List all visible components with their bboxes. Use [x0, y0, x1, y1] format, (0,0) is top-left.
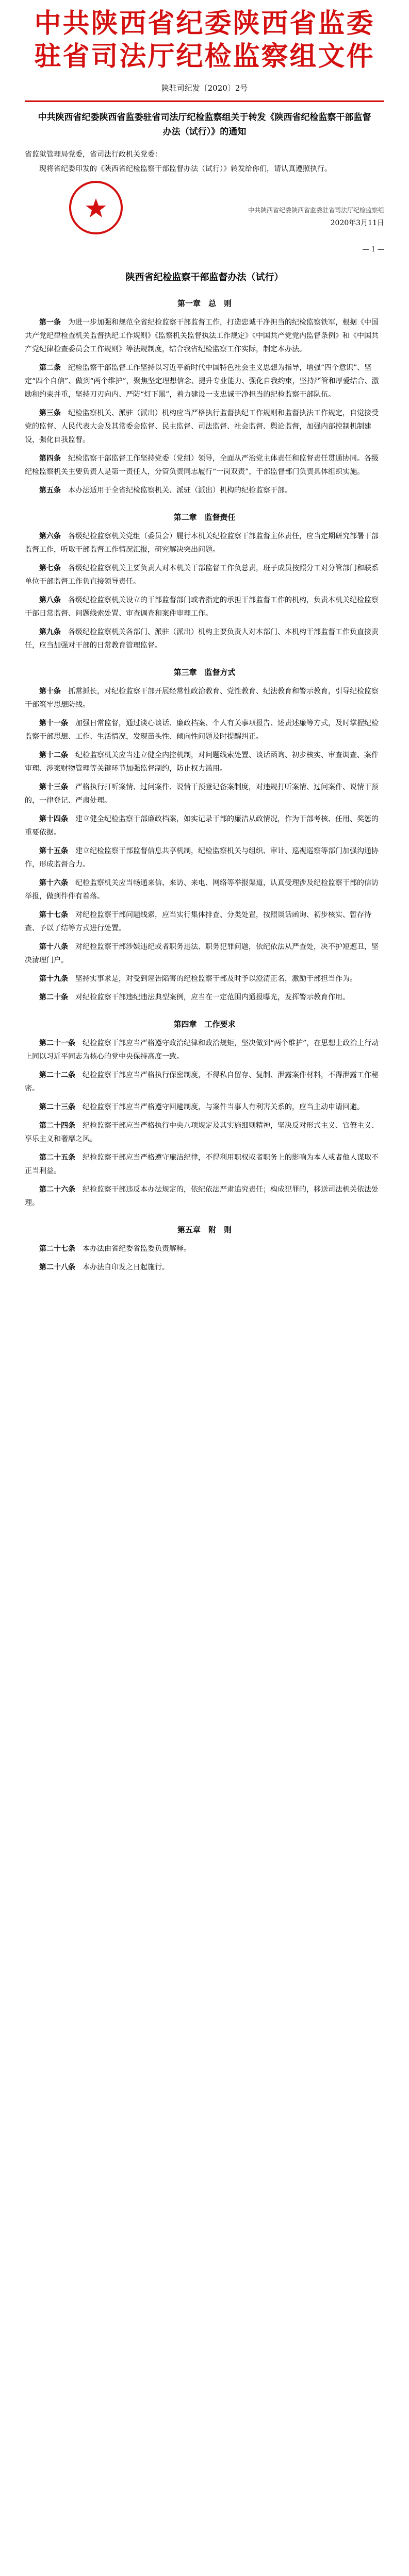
article-text: 纪检监察干部应当严格执行中央八项规定及其实施细则精神，坚决反对形式主义、官僚主义、享乐主义和奢靡之风。 [25, 1122, 379, 1143]
article-label: 第十三条 [39, 783, 68, 791]
article-text: 本办法由省纪委省监委负责解释。 [83, 1245, 191, 1253]
article-label: 第四条 [39, 454, 61, 463]
article-paragraph [25, 1037, 384, 1063]
article-label: 第二十一条 [39, 1039, 75, 1047]
article-paragraph [25, 484, 384, 497]
article-text: 为进一步加强和规范全省纪检监察干部监督工作，打造忠诚干净担当的纪检监察铁军，根据《中国共产党纪律检查机关监督执纪工作规则》《监察机关监督执法工作规定》《中国共产党党内监督条例》和《中国共产党纪律检查委员会工作规则》等法规制度，结合我省纪检监察工作实际，制定本办法。 [25, 318, 379, 353]
article-label: 第二十三条 [39, 1103, 75, 1111]
chapters-container [0, 298, 409, 1274]
article-paragraph [25, 316, 384, 356]
attachment-title: 陕西省纪检监察干部监督办法（试行） [125, 272, 284, 283]
article-label: 第二条 [39, 364, 61, 372]
article-paragraph [25, 361, 384, 401]
article-label: 第十八条 [39, 943, 68, 951]
article-label: 第十四条 [39, 815, 68, 823]
intro-paragraph: 现将省纪委印发的《陕西省纪检监察干部监督办法（试行）》转发给你们，请认真遵照执行。 [39, 165, 332, 173]
article-label: 第二十六条 [39, 1185, 75, 1194]
chapter-heading: 第五章 附 则 [177, 1225, 232, 1234]
official-seal-icon [69, 181, 123, 234]
article-paragraph [25, 1151, 384, 1178]
article-text: 抓常抓长，对纪检监察干部开展经常性政治教育、党性教育、纪法教育和警示教育，引导纪检监察干部筑牢思想防线。 [25, 687, 379, 709]
article-text: 对纪检监察干部问题线索，应当实行集体排查、分类处置，按照谈话函询、初步核实、暂存待查、予以了结等方式进行处置。 [25, 911, 371, 933]
article-text: 建立健全纪检监察干部廉政档案，如实记录干部的廉洁从政情况，作为干部考核、任用、奖惩的重要依据。 [25, 815, 379, 837]
article-text: 严格执行打听案情、过问案件、说情干预登记备案制度，对违规打听案情、过问案件、说情干预的，一律登记、严肃处理。 [25, 783, 379, 805]
article-text: 本办法自印发之日起施行。 [83, 1263, 169, 1272]
article-paragraph [25, 1100, 384, 1114]
article-paragraph [25, 452, 384, 479]
article-text: 各级纪检监察机关设立的干部监督部门或者指定的承担干部监督工作的机构，负责本机关纪检监察干部日常监督、问题线索处置、审查调查和案件审理工作。 [25, 596, 379, 618]
document-number: 陕驻司纪发〔2020〕2号 [161, 83, 248, 93]
article-paragraph [25, 991, 384, 1004]
chapter-block [0, 1224, 409, 1274]
article-text: 坚持实事求是，对受到诬告陷害的纪检监察干部及时予以澄清正名，激励干部担当作为。 [75, 975, 357, 983]
article-paragraph [25, 1242, 384, 1256]
article-paragraph [25, 876, 384, 903]
article-text: 纪检监察机关应当畅通来信、来访、来电、网络等举报渠道，认真受理涉及纪检监察干部的信访举报，做到件件有着落。 [25, 879, 379, 901]
article-text: 加强日常监督，通过谈心谈话、廉政档案、个人有关事项报告、述责述廉等方式，及时掌握纪检监察干部思想、工作、生活情况，发现苗头性、倾向性问题及时提醒纠正。 [25, 719, 379, 741]
article-text: 对纪检监察干部违纪违法典型案例，应当在一定范围内通报曝光，发挥警示教育作用。 [75, 993, 350, 1002]
chapter-block [0, 1019, 409, 1210]
stamp-date: 2020年3月11日 [330, 219, 384, 227]
chapter-block [0, 298, 409, 497]
chapter-heading: 第二章 监督责任 [173, 513, 236, 522]
article-label: 第十九条 [39, 975, 68, 983]
recipients: 省监狱管理局党委，省司法行政机关党委： [25, 150, 162, 159]
article-text: 纪检监察干部监督工作坚持以习近平新时代中国特色社会主义思想为指导，增强“四个意识”、坚定“四个自信”、做到“两个维护”，聚焦坚定理想信念、提升专业能力、强化自我约束，坚持严管和厚爱结合、激励和约束并重，坚持刀刃向内、严防“灯下黑”，着力建设一支忠诚干净担当的纪检监察干部队伍。 [25, 364, 379, 399]
header-line-2: 驻省司法厅纪检监察组文件 [34, 41, 375, 72]
article-label: 第三条 [39, 409, 61, 417]
red-divider [25, 100, 384, 102]
article-text: 各级纪检监察机关各部门、派驻（派出）机构主要负责人对本部门、本机构干部监督工作负直接责任，应当加强对干部的日常教育管理监督。 [25, 628, 379, 650]
article-paragraph [25, 749, 384, 775]
document-title: 中共陕西省纪委陕西省监委驻省司法厅纪检监察组关于转发《陕西省纪检监察干部监督办法（试行）》的通知 [38, 112, 371, 137]
article-paragraph [25, 562, 384, 588]
article-label: 第一条 [39, 318, 61, 327]
article-paragraph [25, 1119, 384, 1146]
article-label: 第二十七条 [39, 1245, 75, 1253]
article-label: 第十五条 [39, 847, 68, 855]
article-text: 纪检监察干部应当严格遵守回避制度，与案件当事人有利害关系的，应当主动申请回避。 [83, 1103, 364, 1111]
article-text: 纪检监察干部应当严格执行保密制度，不得私自留存、复制、泄露案件材料，不得泄露工作秘密。 [25, 1071, 379, 1093]
article-label: 第二十二条 [39, 1071, 75, 1079]
article-paragraph [25, 940, 384, 967]
article-paragraph [25, 908, 384, 935]
article-text: 纪检监察干部违反本办法规定的，依纪依法严肃追究责任；构成犯罪的，移送司法机关依法处理。 [25, 1185, 379, 1207]
article-label: 第五条 [39, 486, 61, 495]
article-text: 纪检监察机关、派驻（派出）机构应当严格执行监督执纪工作规则和监督执法工作规定，自觉接受党的监督、人民代表大会及其常委会监督、民主监督、司法监督、社会监督、舆论监督，加强内部控制机制建设，强化自我监督。 [25, 409, 379, 444]
article-paragraph [25, 1183, 384, 1210]
page-number: — 1 — [362, 246, 384, 253]
article-text: 各级纪检监察机关主要负责人对本机关干部监督工作负总责，班子成员按照分工对分管部门和联系单位干部监督工作负直接领导责任。 [25, 564, 379, 586]
header-line-1: 中共陕西省纪委陕西省监委 [34, 8, 375, 39]
article-text: 对纪检监察干部涉嫌违纪或者职务违法、职务犯罪问题，依纪依法从严查处，决不护短遮丑，坚决清理门户。 [25, 943, 379, 964]
red-header [0, 7, 409, 73]
article-paragraph [25, 530, 384, 556]
article-paragraph [25, 781, 384, 807]
article-label: 第十二条 [39, 751, 68, 759]
chapter-heading: 第三章 监督方式 [173, 668, 236, 677]
article-label: 第十六条 [39, 879, 68, 887]
article-paragraph [25, 1261, 384, 1274]
article-label: 第八条 [39, 596, 61, 604]
article-label: 第二十四条 [39, 1122, 75, 1130]
article-label: 第十一条 [39, 719, 68, 727]
article-paragraph [25, 717, 384, 743]
article-text: 纪检监察干部应当严格遵守政治纪律和政治规矩，坚决做到“两个维护”，在思想上政治上行动上同以习近平同志为核心的党中央保持高度一致。 [25, 1039, 379, 1061]
chapter-block [0, 512, 409, 652]
article-text: 建立纪检监察干部监督信息共享机制，纪检监察机关与组织、审计、巡视巡察等部门加强沟通协作，形成监督合力。 [25, 847, 379, 869]
stamp-org: 中共陕西省纪委陕西省监委驻省司法厅纪检监察组 [248, 207, 384, 214]
article-label: 第二十八条 [39, 1263, 75, 1272]
article-text: 纪检监察机关应当建立健全内控机制，对问题线索处置、谈话函询、初步核实、审查调查、案件审理、涉案财物管理等关键环节加强监督制约，防止权力滥用。 [25, 751, 379, 773]
article-text: 纪检监察干部监督工作坚持党委（党组）领导，全面从严治党主体责任和监督责任贯通协同。各级纪检监察机关主要负责人是第一责任人，分管负责同志履行“一岗双责”，干部监督部门负责具体组织实施。 [25, 454, 379, 476]
article-paragraph [25, 406, 384, 447]
article-paragraph [25, 1069, 384, 1095]
article-label: 第二十五条 [39, 1154, 75, 1162]
article-paragraph [25, 685, 384, 711]
article-label: 第七条 [39, 564, 61, 572]
chapter-heading: 第一章 总 则 [177, 299, 232, 308]
article-label: 第二十条 [39, 993, 68, 1002]
stamp-area [25, 181, 384, 243]
article-label: 第十七条 [39, 911, 68, 919]
article-label: 第十条 [39, 687, 61, 696]
article-paragraph [25, 625, 384, 652]
article-text: 本办法适用于全省纪检监察机关、派驻（派出）机构的纪检监察干部。 [68, 486, 292, 495]
article-paragraph [25, 594, 384, 620]
article-text: 纪检监察干部应当严格遵守廉洁纪律，不得利用职权或者职务上的影响为本人或者他人谋取不正当利益。 [25, 1154, 379, 1175]
article-paragraph [25, 812, 384, 839]
article-label: 第六条 [39, 532, 61, 540]
article-paragraph [25, 972, 384, 986]
article-paragraph [25, 844, 384, 871]
article-label: 第九条 [39, 628, 61, 636]
chapter-heading: 第四章 工作要求 [173, 1020, 236, 1029]
article-text: 各级纪检监察机关党组（委员会）履行本机关纪检监察干部监督主体责任，应当定期研究部署干部监督工作，听取干部监督工作情况汇报，研究解决突出问题。 [25, 532, 379, 554]
chapter-block [0, 667, 409, 1004]
